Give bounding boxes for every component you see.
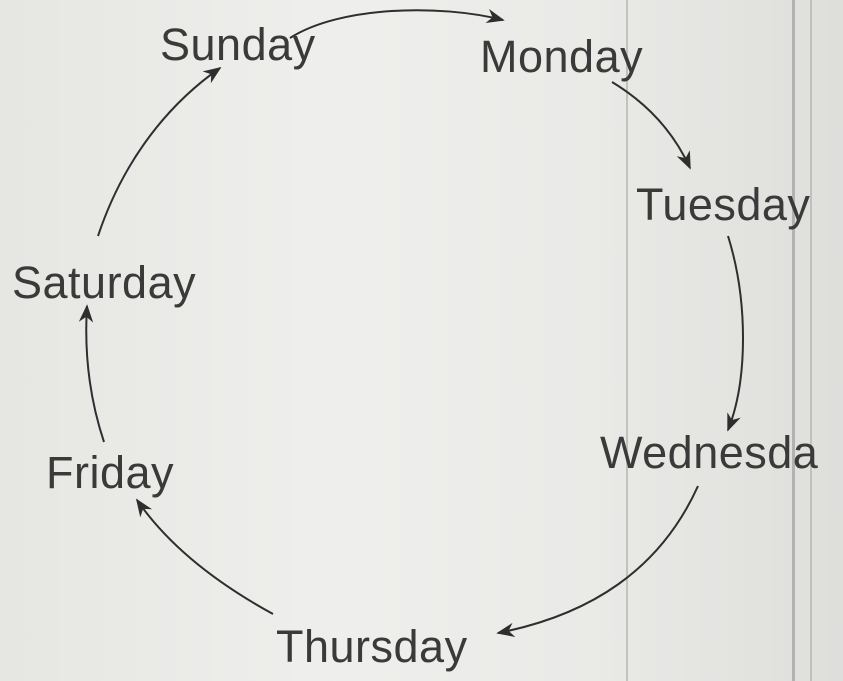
day-label-friday: Friday: [46, 447, 175, 498]
arrow-tuesday-to-wednesday: [728, 236, 743, 430]
arrow-monday-to-tuesday: [612, 82, 690, 168]
arrow-friday-to-saturday: [86, 306, 104, 442]
day-label-sunday: Sunday: [160, 19, 316, 70]
day-label-thursday: Thursday: [276, 621, 468, 672]
day-label-tuesday: Tuesday: [636, 179, 811, 230]
arrow-thursday-to-friday: [137, 500, 273, 614]
arrow-saturday-to-sunday: [98, 68, 220, 236]
arrow-sunday-to-monday: [290, 10, 503, 38]
day-label-saturday: Saturday: [12, 257, 197, 308]
day-label-monday: Monday: [480, 31, 644, 82]
arrow-wednesday-to-thursday: [498, 486, 698, 633]
day-label-wednesday: Wednesda: [600, 427, 819, 478]
